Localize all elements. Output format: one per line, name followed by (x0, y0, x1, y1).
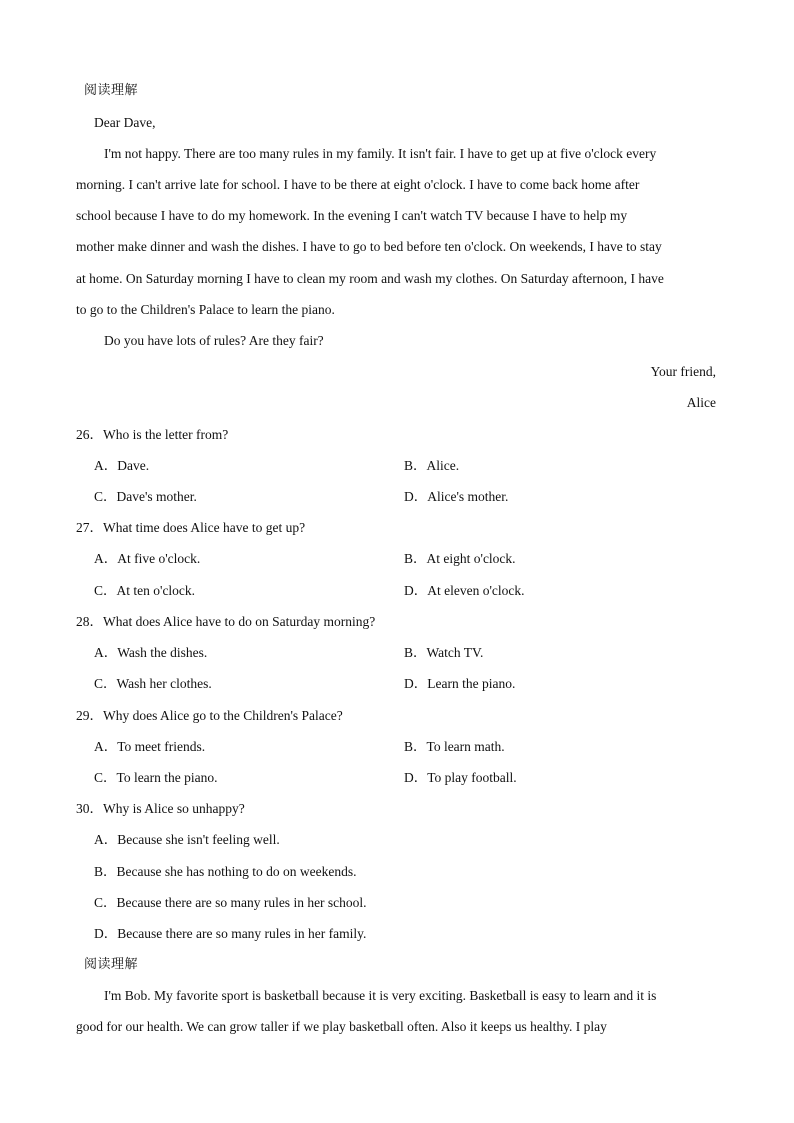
option-text: Because there are so many rules in her family. (117, 926, 367, 941)
option-a[interactable] (94, 831, 280, 849)
option-a[interactable] (94, 644, 207, 662)
passage-line: I'm Bob. My favorite sport is basketball because it is very exciting. Basketball is easy to learn and it is (104, 988, 657, 1003)
option-letter: C． (94, 676, 117, 691)
option-c[interactable] (94, 675, 212, 693)
option-letter: C． (94, 770, 117, 785)
option-text: Because she isn't feeling well. (117, 832, 280, 847)
question (76, 613, 375, 631)
option-b[interactable] (404, 457, 459, 475)
question-number: 27． (76, 520, 103, 535)
option-letter: D． (404, 770, 428, 785)
option-text: Learn the piano. (427, 676, 516, 691)
letter-line: morning. I can't arrive late for school. I have to be there at eight o'clock. I have to come back home after (76, 177, 640, 192)
option-letter: B． (404, 458, 427, 473)
option-a[interactable] (94, 738, 205, 756)
option-d[interactable] (404, 769, 517, 787)
question (76, 426, 228, 444)
option-letter: D． (404, 676, 428, 691)
option-letter: D． (404, 583, 428, 598)
letter-line: at home. On Saturday morning I have to clean my room and wash my clothes. On Saturday afternoon, I have (76, 271, 664, 286)
letter-line: I'm not happy. There are too many rules in my family. It isn't fair. I have to get up at five o'clock every (104, 146, 657, 161)
letter-closing-question: Do you have lots of rules? Are they fair? (104, 333, 324, 348)
question (76, 519, 305, 537)
option-letter: C． (94, 489, 117, 504)
question-text: What does Alice have to do on Saturday morning? (103, 614, 376, 629)
question-text: Who is the letter from? (103, 427, 229, 442)
letter-signature: Alice (686, 395, 716, 410)
option-text: Wash her clothes. (116, 676, 212, 691)
question-text: What time does Alice have to get up? (103, 520, 306, 535)
option-a[interactable] (94, 550, 200, 568)
option-letter: A． (94, 739, 118, 754)
option-letter: C． (94, 895, 117, 910)
question-number: 28． (76, 614, 103, 629)
option-text: To learn math. (426, 739, 505, 754)
option-c[interactable] (94, 582, 195, 600)
option-text: Because there are so many rules in her school. (116, 895, 367, 910)
option-c[interactable] (94, 894, 367, 912)
option-d[interactable] (94, 925, 366, 943)
option-letter: B． (404, 739, 427, 754)
question (76, 800, 245, 818)
letter-greeting: Dear Dave, (94, 115, 156, 130)
option-text: Alice. (426, 458, 460, 473)
option-text: To learn the piano. (116, 770, 218, 785)
option-letter: A． (94, 645, 118, 660)
option-text: Alice's mother. (427, 489, 509, 504)
option-letter: A． (94, 832, 118, 847)
option-a[interactable] (94, 457, 149, 475)
option-letter: A． (94, 458, 118, 473)
option-letter: B． (94, 864, 117, 879)
letter-line: mother make dinner and wash the dishes. I have to go to bed before ten o'clock. On weekends, I have to stay (76, 239, 662, 254)
option-letter: A． (94, 551, 118, 566)
option-text: At eight o'clock. (426, 551, 516, 566)
option-d[interactable] (404, 675, 515, 693)
section-title: 阅读理解 (84, 83, 139, 98)
letter-line: to go to the Children's Palace to learn the piano. (76, 302, 335, 317)
option-text: At eleven o'clock. (427, 583, 525, 598)
passage-line: good for our health. We can grow taller if we play basketball often. Also it keeps us healthy. I play (76, 1019, 607, 1034)
option-b[interactable] (404, 738, 505, 756)
section-title: 阅读理解 (84, 957, 139, 972)
letter-line: school because I have to do my homework. In the evening I can't watch TV because I have to help my (76, 208, 628, 223)
option-text: To play football. (427, 770, 517, 785)
question-text: Why is Alice so unhappy? (103, 801, 245, 816)
option-c[interactable] (94, 769, 218, 787)
question-number: 29． (76, 708, 103, 723)
option-text: Dave. (117, 458, 150, 473)
question-number: 30． (76, 801, 103, 816)
option-b[interactable] (404, 550, 516, 568)
option-text: Watch TV. (426, 645, 484, 660)
option-b[interactable] (94, 863, 356, 881)
option-text: To meet friends. (117, 739, 206, 754)
option-text: Dave's mother. (116, 489, 197, 504)
question-text: Why does Alice go to the Children's Palace? (103, 708, 343, 723)
option-b[interactable] (404, 644, 483, 662)
question-number: 26． (76, 427, 103, 442)
option-text: Wash the dishes. (117, 645, 208, 660)
option-d[interactable] (404, 488, 508, 506)
question (76, 707, 343, 725)
option-letter: C． (94, 583, 117, 598)
option-letter: B． (404, 551, 427, 566)
option-d[interactable] (404, 582, 525, 600)
option-text: At five o'clock. (117, 551, 201, 566)
option-text: At ten o'clock. (116, 583, 196, 598)
option-letter: D． (94, 926, 118, 941)
option-text: Because she has nothing to do on weekends. (116, 864, 357, 879)
option-c[interactable] (94, 488, 197, 506)
option-letter: D． (404, 489, 428, 504)
letter-signoff: Your friend, (650, 364, 716, 379)
option-letter: B． (404, 645, 427, 660)
